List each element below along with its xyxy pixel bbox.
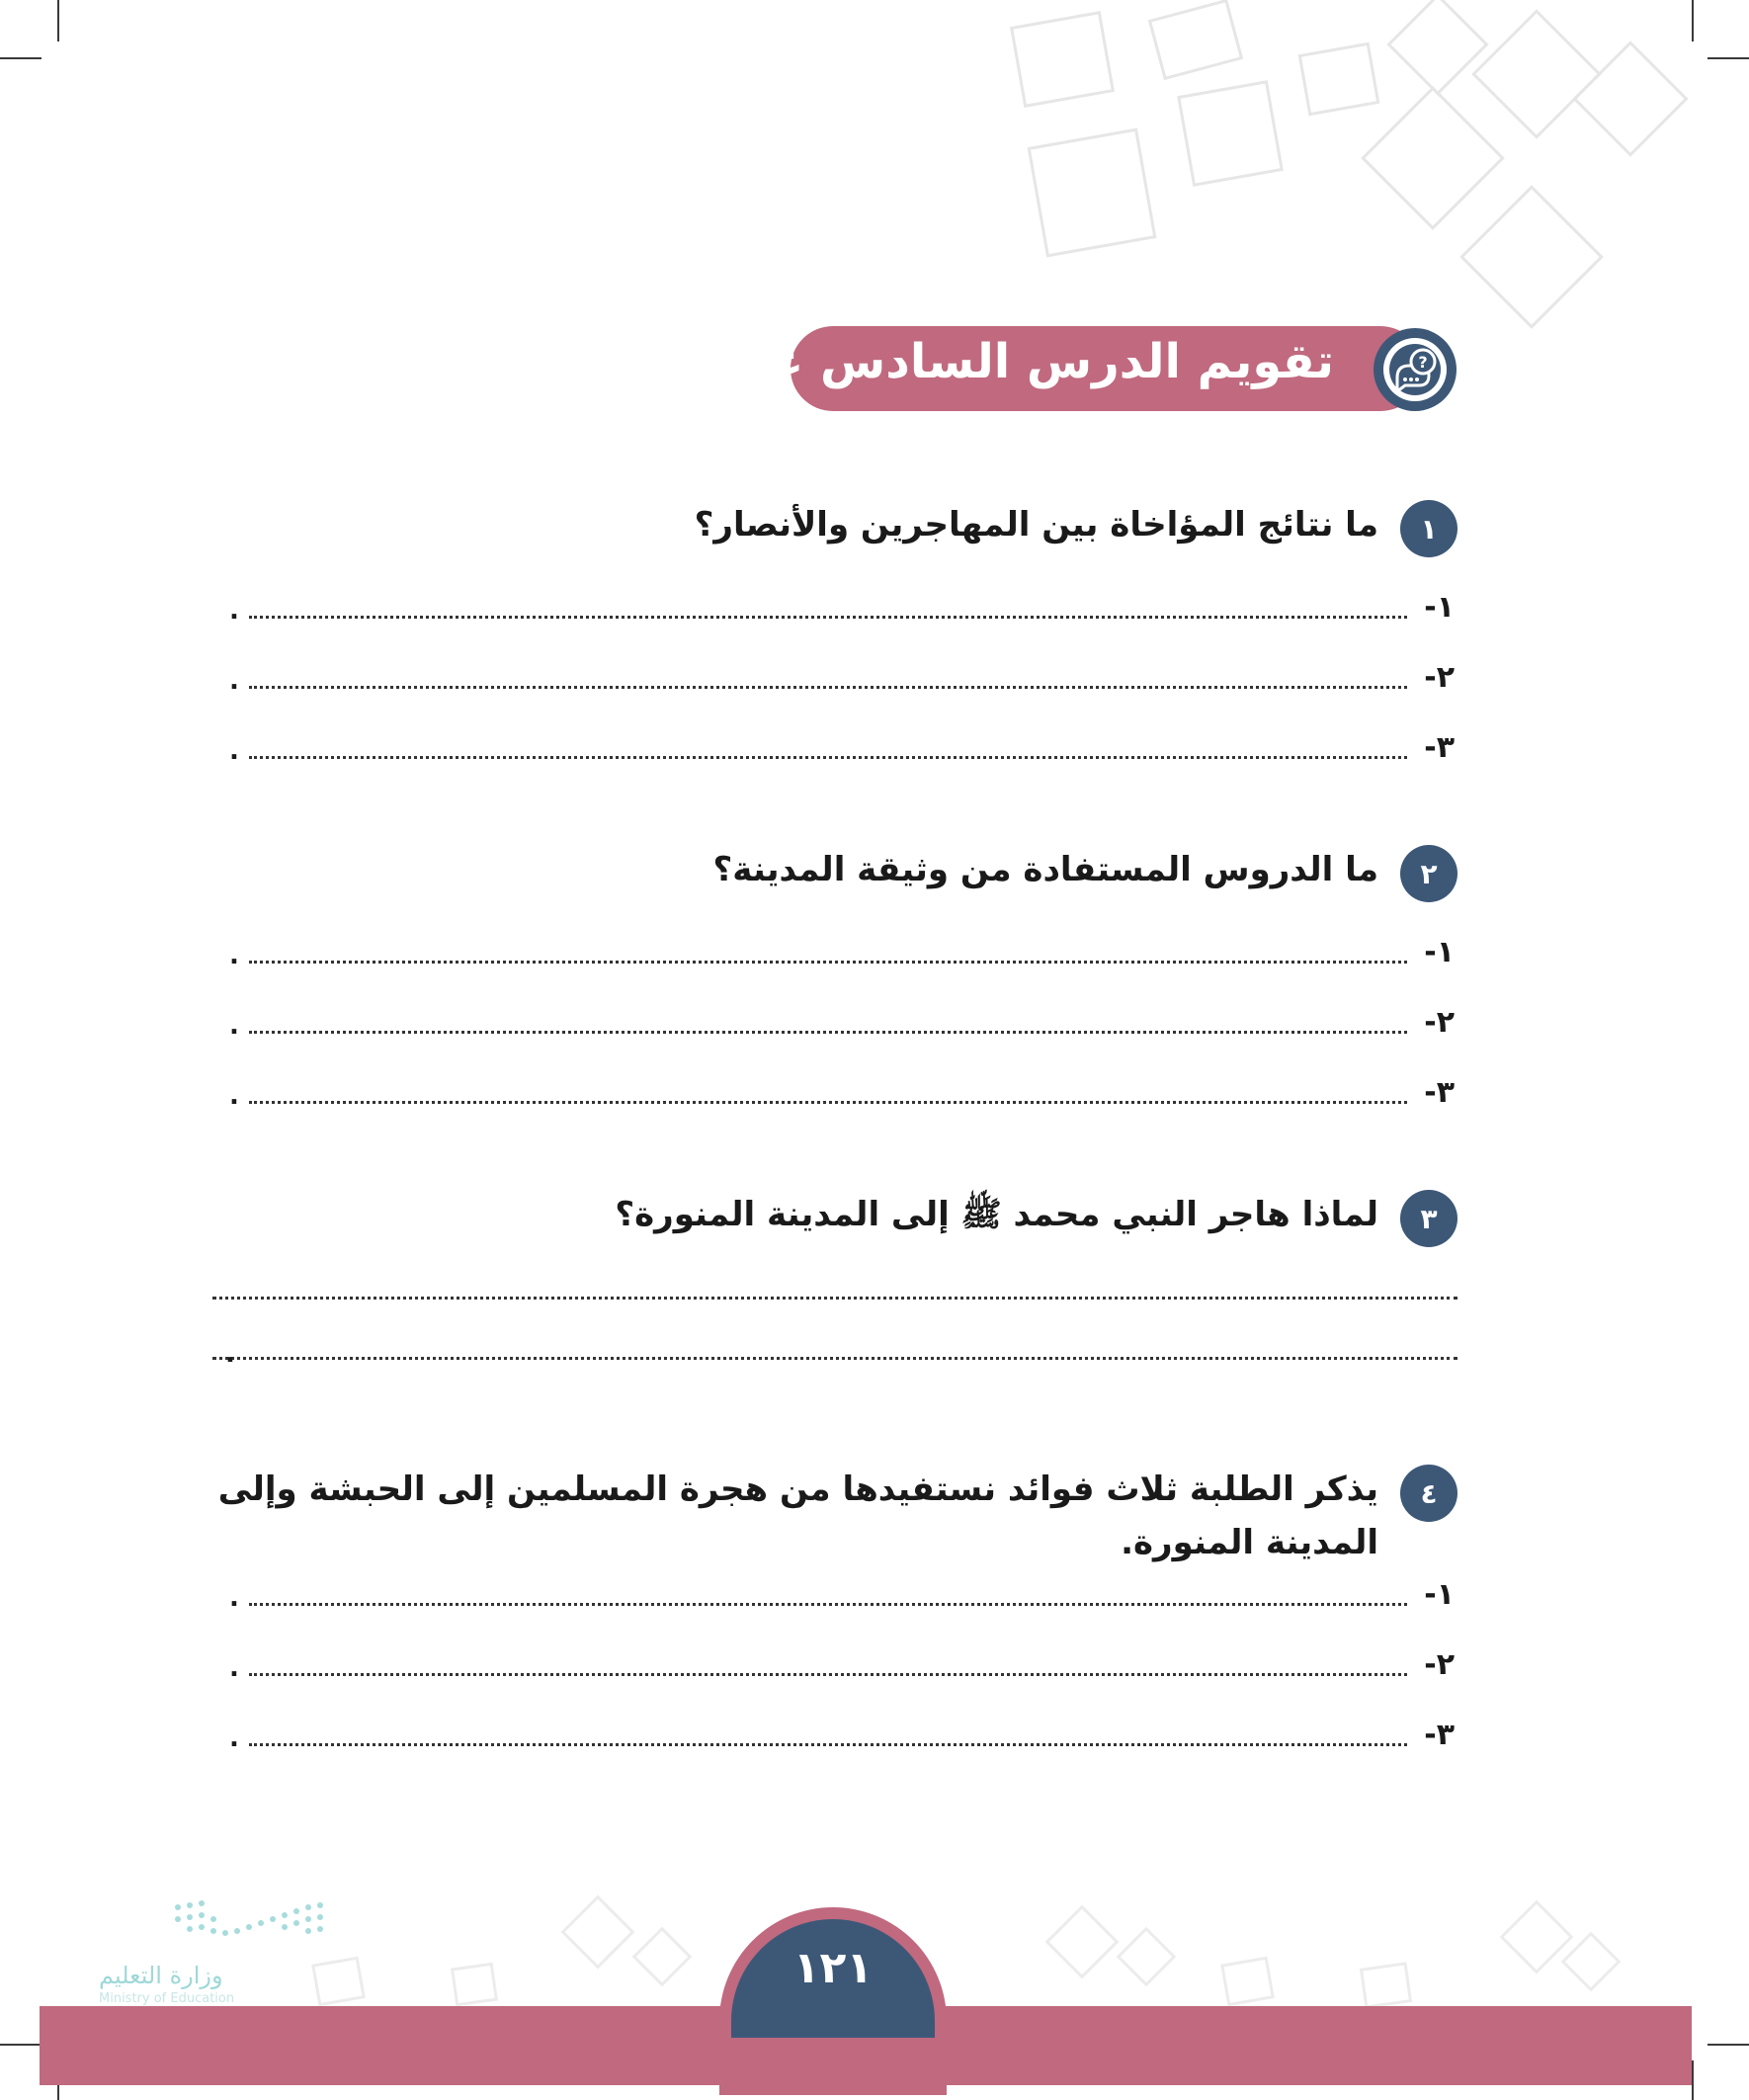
answer-line[interactable] [229,1005,1455,1045]
dotted-line [249,686,1407,689]
page-title: تقويم الدرس السادس عشر [693,334,1334,389]
answer-end-dot: . [229,1081,239,1111]
answer-label: ٣- [1424,1075,1455,1110]
dotted-line [249,1743,1407,1746]
answer-line[interactable] [229,1075,1455,1115]
ministry-logo-icon [168,1897,326,1957]
answer-end-dot: . [229,1583,239,1613]
answer-end-dot: . [225,1339,235,1369]
answer-end-dot: . [229,1723,239,1753]
dotted-line [249,756,1407,759]
answer-end-dot: . [229,1653,239,1683]
question-number-badge: ٤ [1400,1465,1458,1522]
dotted-line [249,616,1407,619]
answer-label: ٢- [1424,1005,1455,1040]
question-text: ما الدروس المستفادة من وثيقة المدينة؟ [712,850,1378,889]
title-badge [1374,328,1457,411]
question-text: لماذا هاجر النبي محمد ﷺ إلى المدينة المنورة؟ [615,1195,1378,1234]
answer-line[interactable] [229,730,1455,770]
question-1 [695,500,1458,557]
answer-end-dot: . [229,736,239,766]
question-number-badge: ٣ [1400,1190,1458,1247]
question-3 [615,1190,1458,1247]
answer-line[interactable] [229,935,1455,974]
answer-line[interactable] [229,1577,1455,1617]
answer-line[interactable] [229,660,1455,700]
question-speech-bubble-icon [1374,328,1457,411]
ministry-logo-subtext: Ministry of Education [99,1991,235,2006]
question-number-badge: ١ [1400,500,1458,557]
answer-free-line[interactable] [212,1297,1458,1300]
question-2 [713,845,1458,902]
answer-label: ٣- [1424,1718,1455,1752]
answer-label: ١- [1424,935,1455,969]
answer-label: ١- [1424,590,1455,625]
dotted-line [249,1031,1407,1034]
dotted-line [249,961,1407,964]
answer-line[interactable] [229,590,1455,630]
answer-free-line[interactable] [212,1357,1458,1360]
ministry-logo-text: وزارة التعليم [99,1962,223,1989]
question-number-badge: ٢ [1400,845,1458,902]
answer-label: ٢- [1424,660,1455,695]
page-number: ١٢١ [731,1919,935,2038]
dotted-line [249,1101,1407,1104]
svg-text:?: ? [1418,353,1428,372]
answer-line[interactable] [229,1647,1455,1687]
answer-label: ٣- [1424,730,1455,765]
dotted-line [249,1673,1407,1676]
question-text: يذكر الطلبة ثلاث فوائد نستفيدها من هجرة المسلمين إلى الحبشة وإلى المدينة المنورة. [217,1470,1378,1562]
answer-label: ١- [1424,1577,1455,1612]
question-4 [212,1465,1458,1569]
dotted-line [249,1603,1407,1606]
answer-label: ٢- [1424,1647,1455,1682]
answer-end-dot: . [229,596,239,626]
answer-end-dot: . [229,666,239,696]
answer-end-dot: . [229,941,239,970]
answer-line[interactable] [229,1718,1455,1757]
question-text: ما نتائج المؤاخاة بين المهاجرين والأنصار؟ [694,505,1378,545]
answer-end-dot: . [229,1011,239,1041]
